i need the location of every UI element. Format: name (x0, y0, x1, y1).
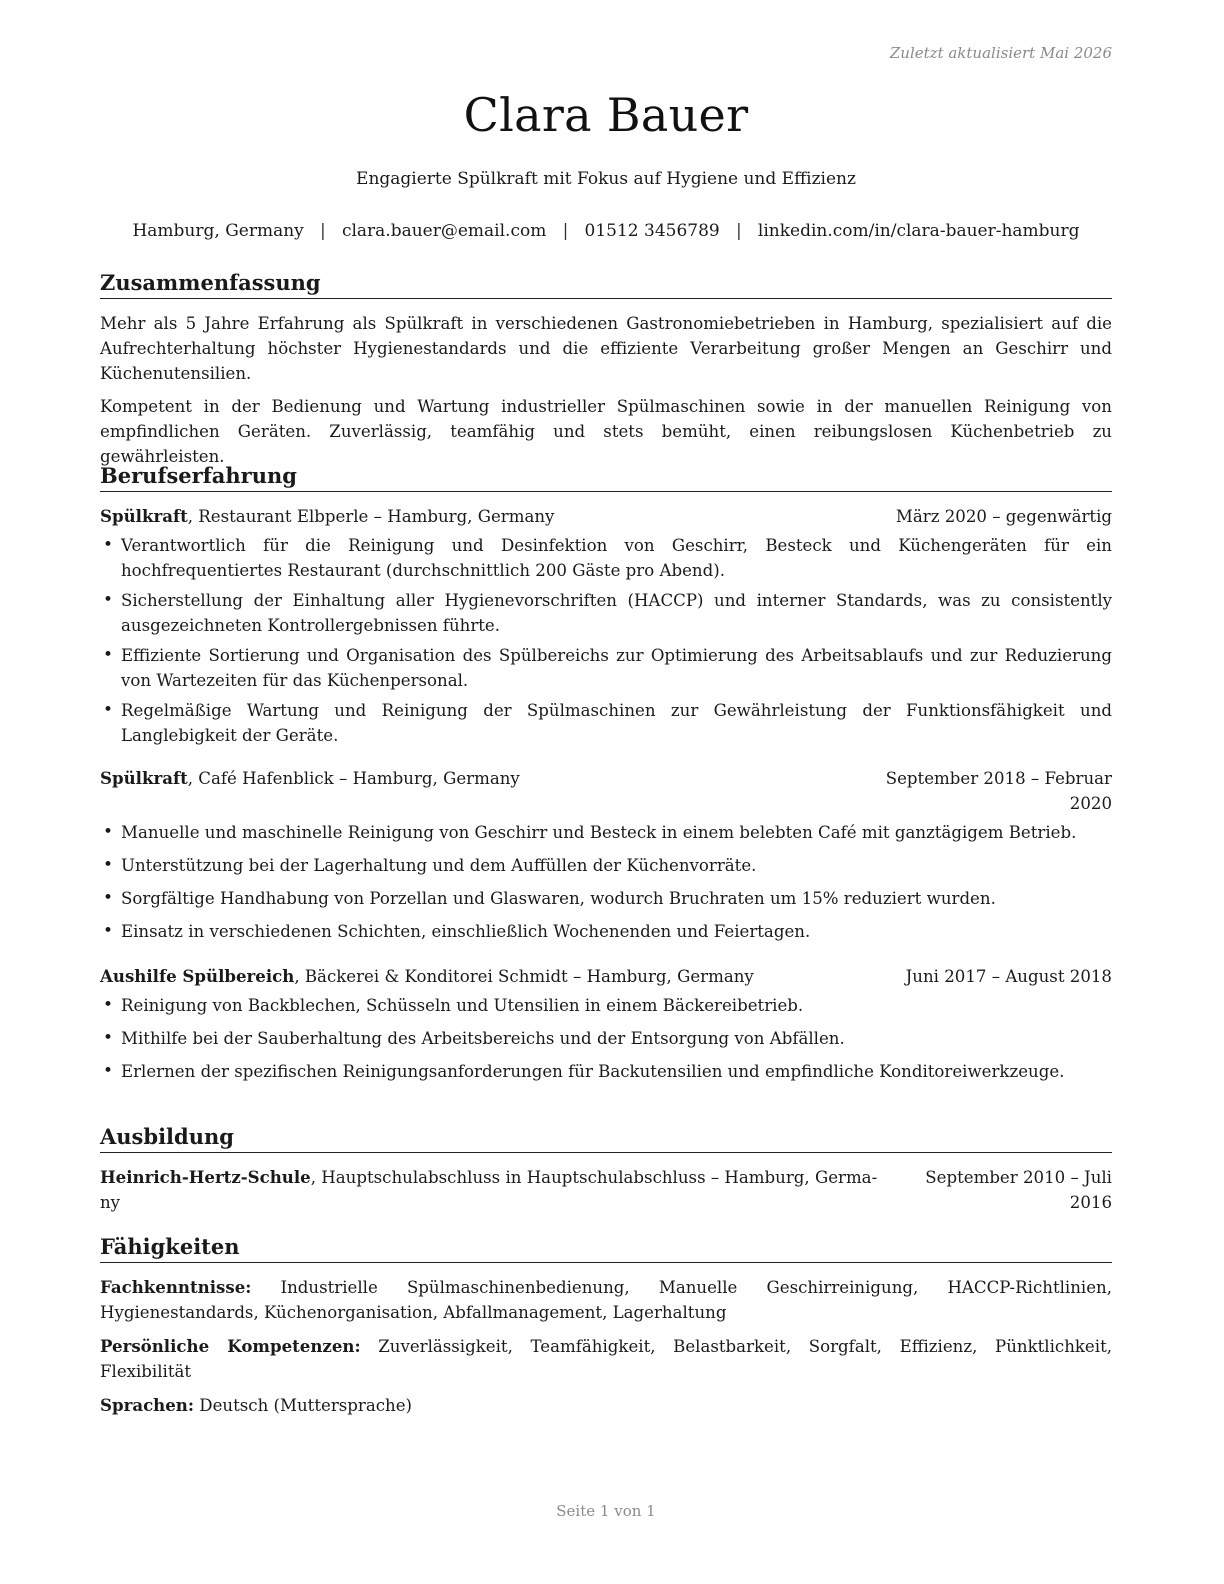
job-role: Spülkraft (100, 768, 188, 788)
summary-section (100, 270, 1112, 477)
last-updated: Zuletzt aktualisiert Mai 2026 (889, 44, 1112, 62)
list-item: • Regelmäßige Wartung und Reinigung der Spülmaschinen zur Gewährleistung der Funktionsfähigkeit und Langlebigkeit der Geräte. (100, 698, 1112, 748)
skill-label: Persönliche Kompetenzen: (100, 1336, 361, 1356)
job-dates (886, 766, 1112, 816)
job-place: , Bäckerei & Konditorei Schmidt – Hamburg, Germany (294, 967, 754, 986)
resume-page (100, 0, 1112, 1584)
job-entry (100, 766, 1112, 944)
job-header (100, 964, 1112, 989)
summary-paragraph: Kompetent in der Bedienung und Wartung industrieller Spülmaschinen sowie in der manuellen Reinigung von empfindlichen Geräten. Zuverlässig, teamfähig und stets bemüht, einen reibungslosen Küchenbetrieb zu gewährleisten. (100, 397, 1112, 466)
list-item: • Mithilfe bei der Sauberhaltung des Arbeitsbereichs und der Entsorgung von Abfällen. (100, 1026, 1112, 1051)
candidate-name: Clara Bauer (463, 88, 749, 142)
list-item: • Reinigung von Backblechen, Schüsseln und Utensilien in einem Bäckereibetrieb. (100, 993, 1112, 1018)
skill-row (100, 1334, 1112, 1384)
job-dates-line: 2020 (1069, 794, 1112, 813)
skill-row (100, 1393, 1112, 1418)
job-header (100, 504, 1112, 529)
contact-phone[interactable]: 01512 3456789 (584, 221, 720, 241)
contact-separator: | (320, 221, 326, 241)
job-role: Aushilfe Spülbereich (100, 966, 295, 986)
education-dates-line: 2016 (1069, 1193, 1112, 1212)
job-place: , Restaurant Elbperle – Hamburg, Germany (187, 507, 555, 526)
list-item: • Effiziente Sortierung und Organisation des Spülbereichs zur Optimierung des Arbeitsablaufs und zur Reduzierung von Wartezeiten für das Küchenpersonal. (100, 643, 1112, 693)
skill-label: Fachkenntnisse: (100, 1277, 252, 1297)
contact-location: Hamburg, Germany (132, 221, 304, 241)
job-entry (100, 504, 1112, 748)
contact-line (100, 221, 1112, 241)
job-dates: Juni 2017 – August 2018 (905, 967, 1112, 986)
job-entry (100, 964, 1112, 1084)
job-dates: März 2020 – gegenwärtig (895, 507, 1112, 526)
section-title: Ausbildung (100, 1124, 1112, 1153)
summary-paragraph: Mehr als 5 Jahre Erfahrung als Spülkraft in verschiedenen Gastronomiebetrieben in Hamburg, spezialisiert auf die Aufrechterhaltung höchster Hygienestandards und die effiziente Verarbeitung großer Mengen an Geschirr und Küchenutensilien. (100, 314, 1112, 383)
skill-value: Zuverlässigkeit, Teamfähigkeit, Belastbarkeit, Sorgfalt, Effizienz, Pünktlichkeit, Flexibilität (100, 1337, 1113, 1381)
contact-linkedin[interactable]: linkedin.com/in/clara-bauer-hamburg (757, 221, 1080, 241)
section-title: Berufserfahrung (100, 463, 1112, 492)
job-role: Spülkraft (100, 506, 188, 526)
list-item: • Manuelle und maschinelle Reinigung von Geschirr und Besteck in einem belebten Café mit ganztägigem Betrieb. (100, 820, 1112, 845)
list-item: • Verantwortlich für die Reinigung und Desinfektion von Geschirr, Besteck und Küchengeräten für ein hochfrequentiertes Restaurant (durchschnittlich 200 Gäste pro Abend). (100, 533, 1112, 583)
school-name: Heinrich-Hertz-Schule (100, 1167, 311, 1187)
list-item: • Sicherstellung der Einhaltung aller Hygienevorschriften (HACCP) und interner Standards, was zu consistently ausgezeichneten Kontrollergebnissen führte. (100, 588, 1112, 638)
education-detail: , Hauptschulabschluss in Hauptschulabschluss – Hamburg, Germa- (310, 1168, 878, 1187)
contact-email[interactable]: clara.bauer@email.com (341, 221, 547, 241)
job-bullets (100, 993, 1112, 1084)
skill-value: Deutsch (Muttersprache) (194, 1396, 413, 1415)
education-detail: ny (100, 1193, 121, 1212)
skill-value: Industrielle Spülmaschinenbedienung, Manuelle Geschirreinigung, HACCP-Richtlinien, Hygienestandards, Küchenorganisation, Abfallmanagement, Lagerhaltung (100, 1278, 1112, 1322)
skill-label: Sprachen: (100, 1395, 194, 1415)
job-place: , Café Hafenblick – Hamburg, Germany (187, 769, 520, 788)
skills-section (100, 1234, 1112, 1427)
education-dates (925, 1165, 1112, 1215)
list-item: • Sorgfältige Handhabung von Porzellan und Glaswaren, wodurch Bruchraten um 15% reduziert wurden. (100, 886, 1112, 911)
section-title: Zusammenfassung (100, 270, 1112, 299)
job-header (100, 766, 1112, 816)
job-bullets (100, 533, 1112, 748)
contact-separator: | (735, 221, 742, 241)
education-section (100, 1124, 1112, 1215)
list-item: • Erlernen der spezifischen Reinigungsanforderungen für Backutensilien und empfindliche Konditoreiwerkzeuge. (100, 1059, 1112, 1084)
section-title: Fähigkeiten (100, 1234, 1112, 1263)
page-number: Seite 1 von 1 (556, 1502, 656, 1520)
experience-section (100, 463, 1112, 1092)
contact-separator: | (562, 221, 569, 241)
list-item: • Einsatz in verschiedenen Schichten, einschließlich Wochenenden und Feiertagen. (100, 919, 1112, 944)
skill-row (100, 1275, 1112, 1325)
list-item: • Unterstützung bei der Lagerhaltung und dem Auffüllen der Küchenvorräte. (100, 853, 1112, 878)
job-bullets (100, 820, 1112, 944)
job-dates-line: September 2018 – Februar (885, 769, 1112, 788)
tagline: Engagierte Spülkraft mit Fokus auf Hygiene und Effizienz (356, 169, 856, 189)
education-entry (100, 1165, 1112, 1215)
education-dates-line: September 2010 – Juli (925, 1168, 1112, 1187)
